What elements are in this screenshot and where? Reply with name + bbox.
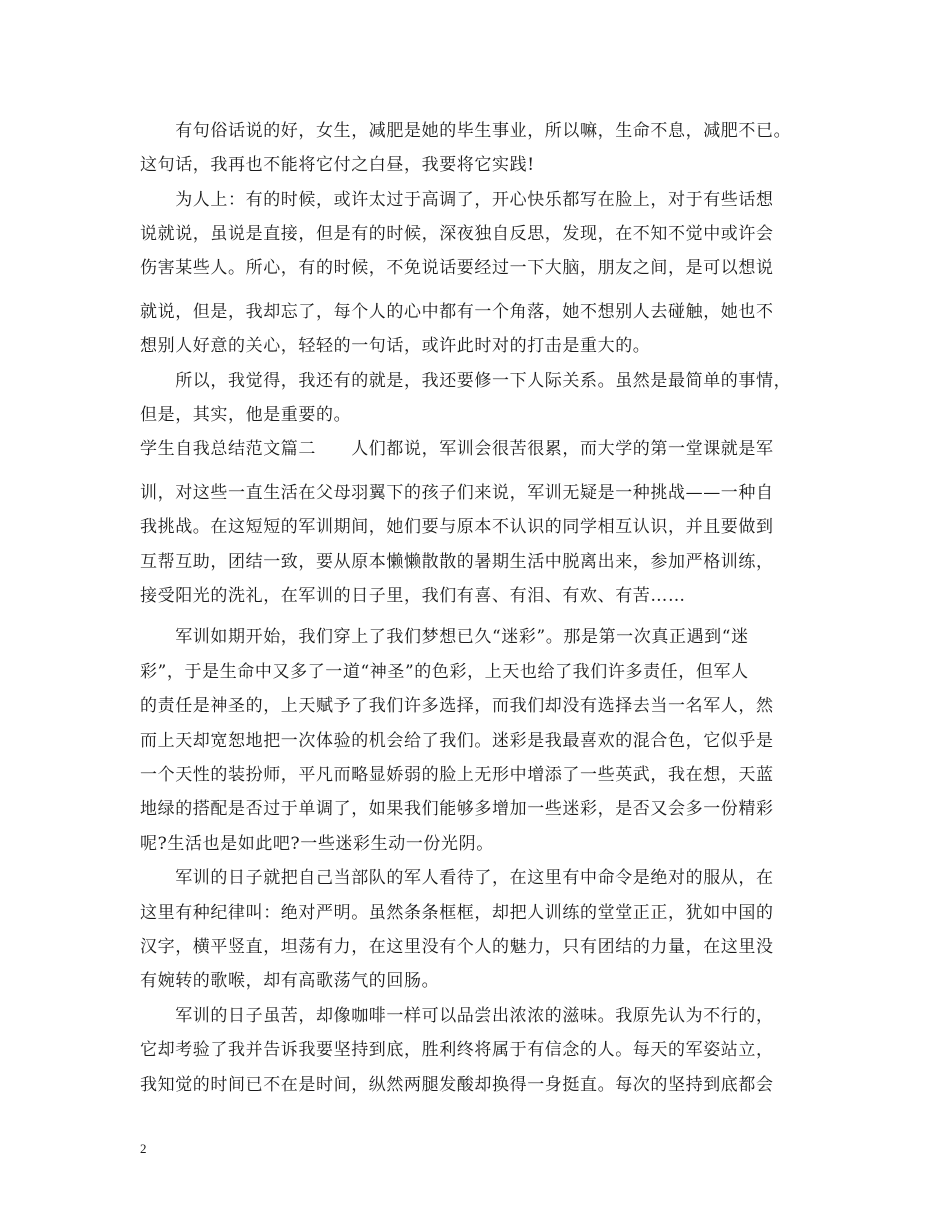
text-line: 它却考验了我并告诉我要坚持到底，胜利终将属于有信念的人。每天的军姿站立， xyxy=(140,1040,774,1060)
text-line: 一个天性的装扮师，平凡而略显娇弱的脸上无形中增添了一些英武，我在想，天蓝 xyxy=(140,765,774,785)
text-line: 地绿的搭配是否过于单调了，如果我们能够多增加一些迷彩，是否又会多一份精彩 xyxy=(140,799,774,819)
text-line: 想别人好意的关心，轻轻的一句话，或许此时对的打击是重大的。 xyxy=(140,336,651,356)
text-line: 的责任是神圣的，上天赋予了我们许多选择，而我们却没有选择去当一名军人，然 xyxy=(140,696,774,716)
text-line: 彩”，于是生命中又多了一道“神圣”的色彩，上天也给了我们许多责任，但军人 xyxy=(140,662,749,682)
text-line: 这句话，我再也不能将它付之白昼，我要将它实践! xyxy=(140,155,535,175)
text-line: 我挑战。在这短短的军训期间，她们要与原本不认识的同学相互认识，并且要做到 xyxy=(140,517,774,537)
text-line: 军训的日子虽苦，却像咖啡一样可以品尝出浓浓的滋味。我原先认为不行的， xyxy=(140,1006,774,1026)
text-line: 有句俗话说的好，女生，减肥是她的毕生事业，所以嘛，生命不息，减肥不已。 xyxy=(140,121,792,141)
text-line: 所以，我觉得，我还有的就是，我还要修一下人际关系。虽然是最简单的事情， xyxy=(140,371,792,391)
text-line: 就说，但是，我却忘了，每个人的心中都有一个角落，她不想别人去碰触，她也不 xyxy=(140,302,774,322)
text-line: 但是，其实，他是重要的。 xyxy=(140,405,352,425)
text-line: 接受阳光的洗礼，在军训的日子里，我们有喜、有泪、有欢、有苦…… xyxy=(140,586,686,606)
text-line: 呢?生活也是如此吧?一些迷彩生动一份光阴。 xyxy=(140,834,494,854)
text-line: 说就说，虽说是直接，但是有的时候，深夜独自反思，发现，在不知不觉中或许会 xyxy=(140,224,774,244)
text-line: 有婉转的歌喉，却有高歌荡气的回肠。 xyxy=(140,971,440,991)
text-line: 这里有种纪律叫：绝对严明。虽然条条框框，却把人训练的堂堂正正，犹如中国的 xyxy=(140,903,774,923)
text-line: 汉字，横平竖直，坦荡有力，在这里没有个人的魅力，只有团结的力量，在这里没 xyxy=(140,937,774,957)
text-line: 军训如期开始，我们穿上了我们梦想已久“迷彩”。那是第一次真正遇到“迷 xyxy=(140,627,749,647)
text-line: 而上天却宽恕地把一次体验的机会给了我们。迷彩是我最喜欢的混合色，它似乎是 xyxy=(140,731,774,751)
text-line: 训，对这些一直生活在父母羽翼下的孩子们来说，军训无疑是一种挑战——一种自 xyxy=(140,483,774,503)
text-line: 伤害某些人。所心，有的时候，不免说话要经过一下大脑，朋友之间，是可以想说 xyxy=(140,258,774,278)
text-line: 我知觉的时间已不在是时间，纵然两腿发酸却换得一身挺直。每次的坚持到底都会 xyxy=(140,1075,774,1095)
text-line: 学生自我总结范文篇二 人们都说，军训会很苦很累，而大学的第一堂课就是军 xyxy=(140,439,774,459)
text-line: 军训的日子就把自己当部队的军人看待了，在这里有中命令是绝对的服从，在 xyxy=(140,868,774,888)
text-line: 互帮互助，团结一致，要从原本懒懒散散的暑期生活中脱离出来，参加严格训练， xyxy=(140,552,774,572)
text-line: 为人上：有的时候，或许太过于高调了，开心快乐都写在脸上，对于有些话想 xyxy=(140,190,774,210)
page-number: 2 xyxy=(140,1141,147,1156)
